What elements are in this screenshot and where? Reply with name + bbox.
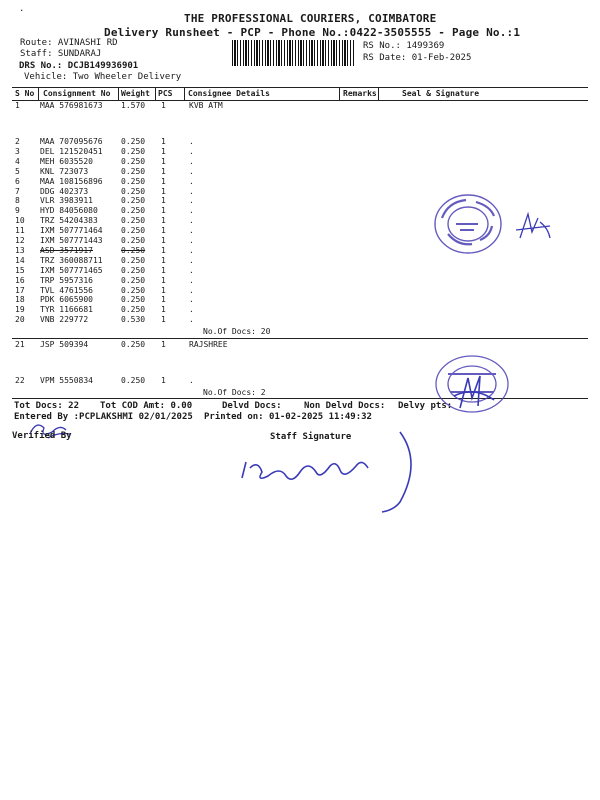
sno-cell: 1 [15, 101, 20, 110]
weight-cell: 0.250 [121, 245, 146, 255]
drs-number: DRS No.: DCJB149936901 [19, 61, 139, 71]
weight-cell: 0.250 [121, 340, 146, 349]
sno-cell: 6 [15, 176, 20, 186]
sno-cell: 11 [15, 226, 25, 236]
column-header [0, 89, 600, 99]
dot-mark: . [19, 4, 25, 14]
seal-stamp [428, 188, 512, 260]
pcs-cell: 1 [161, 166, 166, 176]
pcs-cell: 1 [161, 196, 166, 206]
consignment-cell: MAA 108156896 [40, 176, 103, 186]
verified-by: Verified By [12, 431, 72, 441]
consignee-cell: . [189, 216, 194, 226]
consignee-cell: KVB ATM [189, 101, 223, 110]
col-divider [339, 88, 340, 100]
table-row [0, 266, 600, 276]
consignee-cell: . [189, 376, 194, 385]
consignment-cell: IXM 507771464 [40, 226, 103, 236]
table-row [0, 276, 600, 286]
consignee-cell: . [189, 186, 194, 196]
rs-number: RS No.: 1499369 [363, 41, 445, 51]
consignment-cell: VLR 3983911 [40, 196, 93, 206]
pcs-cell: 1 [161, 216, 166, 226]
consignee-cell: . [189, 166, 194, 176]
sno-cell: 20 [15, 315, 25, 325]
delivered-docs: Delvd Docs: [222, 401, 282, 411]
pcs-cell: 1 [161, 275, 166, 285]
total-docs: Tot Docs: 22 [14, 401, 80, 411]
col-weight: Weight [121, 89, 150, 98]
staff-signature-label: Staff Signature [270, 432, 352, 442]
consignment-cell: TRZ 54204383 [40, 216, 98, 226]
weight-cell: 0.250 [121, 285, 146, 295]
weight-cell: 0.250 [121, 226, 146, 236]
weight-cell: 0.250 [121, 255, 146, 265]
consignee-cell: . [189, 196, 194, 206]
consignee-cell: . [189, 265, 194, 275]
non-delivered-docs: Non Delvd Docs: [304, 401, 386, 411]
consignment-cell: KNL 723073 [40, 166, 89, 176]
pcs-cell: 1 [161, 305, 166, 315]
table-row [0, 286, 600, 296]
sno-cell: 7 [15, 186, 20, 196]
docs-count: No.Of Docs: 20 [203, 327, 271, 336]
entered-by: Entered By :PCPLAKSHMI 02/01/2025 [14, 412, 193, 422]
pcs-cell: 1 [161, 376, 166, 385]
table-row [0, 101, 600, 111]
weight-cell: 0.250 [121, 176, 146, 186]
consignment-cell: TVL 4761556 [40, 285, 93, 295]
printed-on: Printed on: 01-02-2025 11:49:32 [204, 412, 372, 422]
consignee-cell: . [189, 285, 194, 295]
weight-cell: 0.250 [121, 186, 146, 196]
pcs-cell: 1 [161, 176, 166, 186]
sno-cell: 19 [15, 305, 25, 315]
consignment-cell: TRZ 360088711 [40, 255, 103, 265]
consignee-cell: . [189, 176, 194, 186]
pcs-cell: 1 [161, 186, 166, 196]
consignee-cell: . [189, 206, 194, 216]
table-row [0, 177, 600, 187]
pcs-cell: 1 [161, 156, 166, 166]
consignee-cell: . [189, 305, 194, 315]
docs-count: No.Of Docs: 2 [203, 388, 266, 397]
pcs-cell: 1 [161, 255, 166, 265]
col-divider [378, 88, 379, 100]
pcs-cell: 1 [161, 236, 166, 245]
pcs-cell: 1 [161, 295, 166, 305]
staff-label: Staff: SUNDARAJ [20, 49, 102, 59]
consignment-cell: MEH 6035520 [40, 156, 93, 166]
pcs-cell: 1 [161, 285, 166, 295]
col-seal: Seal & Signature [402, 89, 480, 98]
table-row [0, 167, 600, 177]
sno-cell: 2 [15, 137, 20, 146]
weight-cell: 0.250 [121, 216, 146, 226]
block-rule [12, 338, 588, 339]
consignee-cell: . [189, 137, 194, 146]
table-row [0, 295, 600, 305]
sno-cell: 8 [15, 196, 20, 206]
col-remarks: Remarks [343, 89, 377, 98]
consignee-cell: . [189, 245, 194, 255]
weight-cell: 0.250 [121, 166, 146, 176]
consignee-cell: . [189, 255, 194, 265]
consignment-cell: TRP 5957316 [40, 275, 93, 285]
consignment-cell: DDG 402373 [40, 186, 89, 196]
col-consignment: Consignment No [43, 89, 111, 98]
col-divider [184, 88, 185, 100]
weight-cell: 0.250 [121, 265, 146, 275]
consignee-cell: . [189, 156, 194, 166]
route-label: Route: AVINASHI RD [20, 38, 118, 48]
consignment-cell: JSP 509394 [40, 340, 89, 349]
consignment-cell: IXM 507771465 [40, 265, 103, 275]
sno-cell: 10 [15, 216, 25, 226]
weight-cell: 1.570 [121, 101, 146, 110]
weight-cell: 0.250 [121, 146, 146, 156]
pcs-cell: 1 [161, 315, 166, 325]
company-title: THE PROFESSIONAL COURIERS, COIMBATORE [184, 12, 437, 25]
runsheet-subtitle: Delivery Runsheet - PCP - Phone No.:0422-3505555 - Page No.:1 [104, 26, 521, 39]
consignment-cell: MAA 576981673 [40, 101, 103, 110]
col-divider [155, 88, 156, 100]
weight-cell: 0.250 [121, 295, 146, 305]
pcs-cell: 1 [161, 146, 166, 156]
sno-cell: 17 [15, 285, 25, 295]
weight-cell: 0.250 [121, 156, 146, 166]
delivery-points: Delvy pts: [398, 401, 453, 411]
pcs-cell: 1 [161, 206, 166, 216]
consignment-cell: MAA 707095676 [40, 137, 103, 146]
sno-cell: 13 [15, 245, 25, 255]
consignment-cell: VPM 5550834 [40, 376, 93, 385]
barcode [232, 40, 354, 66]
table-row [0, 315, 600, 325]
sno-cell: 4 [15, 156, 20, 166]
weight-cell: 0.250 [121, 236, 146, 245]
consignee-cell: RAJSHREE [189, 340, 228, 349]
consignment-cell: HYD 84056080 [40, 206, 98, 216]
consignment-cell: TYR 1166681 [40, 305, 93, 315]
weight-cell: 0.250 [121, 305, 146, 315]
pcs-cell: 1 [161, 226, 166, 236]
consignee-cell: . [189, 315, 194, 325]
cod-amount: Tot COD Amt: 0.00 [100, 401, 193, 411]
sno-cell: 21 [15, 340, 25, 349]
vehicle-label: Vehicle: Two Wheeler Delivery [24, 72, 182, 82]
weight-cell: 0.250 [121, 137, 146, 146]
weight-cell: 0.250 [121, 206, 146, 216]
table-row [0, 147, 600, 157]
signature-scribble [514, 208, 554, 244]
pcs-cell: 1 [161, 265, 166, 275]
table-row [0, 137, 600, 147]
sno-cell: 14 [15, 255, 25, 265]
sno-cell: 5 [15, 166, 20, 176]
col-sno: S No [15, 89, 35, 98]
table-row [0, 305, 600, 315]
col-pcs: PCS [158, 89, 173, 98]
weight-cell: 0.250 [121, 196, 146, 206]
pcs-cell: 1 [161, 245, 166, 255]
sno-cell: 15 [15, 265, 25, 275]
consignment-cell: IXM 507771443 [40, 236, 103, 245]
header-rule-top [12, 87, 588, 88]
consignment-cell: VNB 229772 [40, 315, 89, 325]
weight-cell: 0.250 [121, 376, 146, 385]
sno-cell: 3 [15, 146, 20, 156]
consignee-cell: . [189, 295, 194, 305]
consignment-cell: ASD 3571917 [40, 245, 93, 255]
consignment-cell: DEL 121520451 [40, 146, 103, 156]
consignee-cell: . [189, 236, 194, 245]
table-row [0, 157, 600, 167]
col-divider [118, 88, 119, 100]
pcs-cell: 1 [161, 137, 166, 146]
consignee-cell: . [189, 226, 194, 236]
pcs-cell: 1 [161, 340, 166, 349]
consignment-cell: PDK 6065900 [40, 295, 93, 305]
weight-cell: 0.250 [121, 275, 146, 285]
sno-cell: 18 [15, 295, 25, 305]
rs-date: RS Date: 01-Feb-2025 [363, 53, 472, 63]
sno-cell: 22 [15, 376, 25, 385]
col-details: Consignee Details [188, 89, 270, 98]
sno-cell: 12 [15, 236, 25, 245]
sno-cell: 9 [15, 206, 20, 216]
consignee-cell: . [189, 146, 194, 156]
pcs-cell: 1 [161, 101, 166, 110]
consignee-cell: . [189, 275, 194, 285]
sno-cell: 16 [15, 275, 25, 285]
weight-cell: 0.530 [121, 315, 146, 325]
col-divider [38, 88, 39, 100]
